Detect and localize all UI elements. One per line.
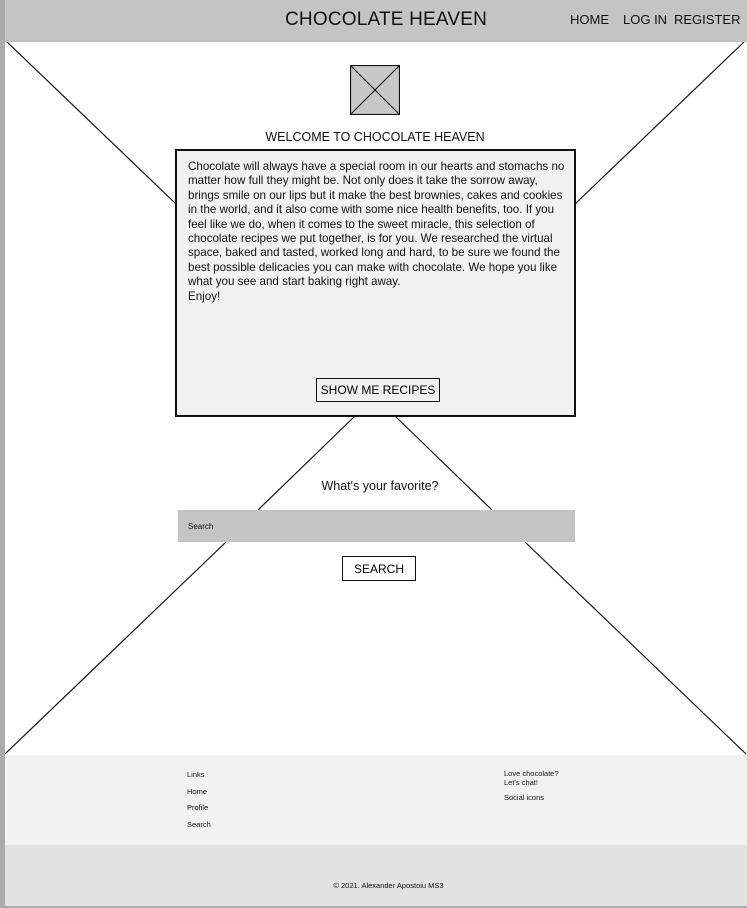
nav-home-link[interactable]: HOME [570, 12, 609, 27]
search-button[interactable]: SEARCH [342, 556, 416, 581]
footer-tagline-line2: Let's chat! [504, 778, 538, 787]
footer-link-profile[interactable]: Profile [187, 803, 209, 812]
diagonal-line [258, 415, 356, 510]
copyright-text: © 2021. Alexander Apostoiu MS3 [333, 881, 444, 890]
search-input[interactable] [188, 510, 558, 542]
footer-links-heading: Links [187, 770, 205, 779]
intro-box [175, 149, 576, 417]
nav-register-link[interactable]: REGISTER [674, 12, 741, 27]
show-recipes-button[interactable]: SHOW ME RECIPES [316, 378, 440, 402]
diagonal-line [575, 40, 746, 204]
social-icons-placeholder: Social icons [504, 793, 545, 802]
footer-tagline-line1: Love chocolate? [504, 769, 559, 778]
intro-text: Chocolate will always have a special room in our hearts and stomachs no matter how full they might be. Not only does it take the sorrow away, brings smile on our lips but it make the best brownies, cakes and cookies in the world, and it also come with some nice health benefits, too. If you feel like we do, when it comes to the sweet miracle, this selection of chocolate recipes we put together, is for you. We researched the virtual space, baked and tasted, worked long and hard, to be sure we found the best possible delicacies you can make with chocolate. We hope you like what you see and start baking right away. Enjoy! [188, 160, 565, 303]
diagonal-line [525, 542, 746, 754]
diagonal-line [5, 40, 176, 204]
search-prompt-label: What's your favorite? [321, 479, 439, 493]
site-footer [5, 755, 747, 845]
copyright-bar [5, 845, 747, 906]
footer-link-search[interactable]: Search [187, 820, 211, 829]
site-header [5, 0, 747, 42]
nav-login-link[interactable]: LOG IN [623, 12, 668, 27]
search-bar [178, 510, 575, 542]
diagonal-line [5, 542, 226, 754]
page [5, 0, 747, 906]
image-placeholder-icon [350, 65, 400, 115]
welcome-heading: WELCOME TO CHOCOLATE HEAVEN [265, 130, 485, 144]
diagonal-line [394, 415, 492, 510]
footer-link-home[interactable]: Home [187, 787, 208, 796]
site-title: CHOCOLATE HEAVEN [285, 9, 488, 30]
